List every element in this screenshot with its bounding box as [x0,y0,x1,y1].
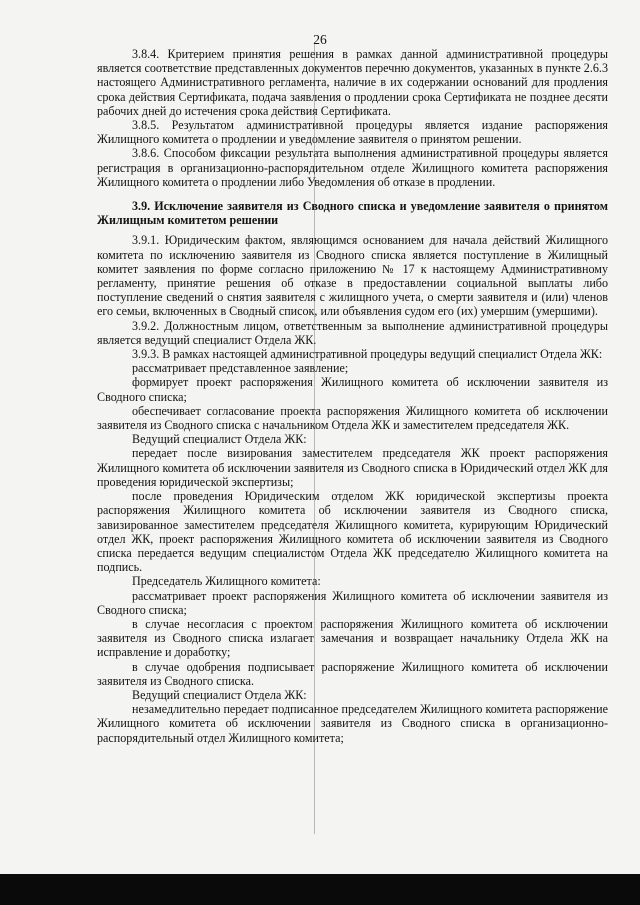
paragraph: 3.9.2. Должностным лицом, ответственным за выполнение административной процедуры является ведущий специалист Отдела ЖК. [97,318,608,347]
paragraph: передает после визирования заместителем председателя ЖК проект распоряжения Жилищного комитета об исключении заявителя из Сводного списка в Юридический отдел ЖК для проведения юридической экспертизы; [97,446,608,489]
paragraph: после проведения Юридическим отделом ЖК юридической экспертизы проекта распоряжения Жилищного комитета об исключении заявителя из Сводного списка, завизированное заместителем председателя Жилищного комитета, курирующим Юридический отдел ЖК, проект распоряжения Жилищного комитета об исключении заявителя из Сводного списка передается ведущим специалистом Отдела ЖК председателю Жилищного комитета на подпись. [97,489,608,575]
paragraph: Ведущий специалист Отдела ЖК: [132,687,307,702]
scan-bottom-edge [0,874,640,905]
section-heading: 3.9. Исключение заявителя из Сводного списка и уведомление заявителя о принятом Жилищным комитетом решении [97,199,608,228]
paragraph: рассматривает представленное заявление; [132,361,349,376]
paragraph: 3.9.1. Юридическим фактом, являющимся основанием для начала действий Жилищного комитета по исключению заявителя из Сводного списка является поступление в Жилищный комитет заявления по форме согласно приложению № 17 к настоящему Административному регламенту, принятие решения об отказе в предоставлении социальной выплаты либо поступление сведений о снятия заявителя с жилищного учета, о смерти заявителя и (или) членов его семьи, включенных в Сводный список, или объявления судом его (их) умершим (умершими). [97,233,608,319]
paragraph: Председатель Жилищного комитета: [132,574,321,589]
page-number: 26 [313,32,327,47]
paragraph: 3.9.3. В рамках настоящей административной процедуры ведущий специалист Отдела ЖК: [132,347,603,362]
paragraph: 3.8.6. Способом фиксации результата выполнения административной процедуры является регистрация в организационно-распорядительном отделе Жилищного комитета распоряжения Жилищного комитета о продлении либо Уведомления об отказе в продлении. [97,146,608,189]
paragraph: 3.8.4. Критерием принятия решения в рамках данной административной процедуры является соответствие представленных документов перечню документов, указанных в пункте 2.6.3 настоящего Административного регламента, наличие в их содержании оснований для продления срока действия Сертификата, подача заявления о продлении срока Сертификата не позднее десяти рабочих дней до истечения срока действия Сертификата. [97,47,608,118]
paragraph: в случае одобрения подписывает распоряжение Жилищного комитета об исключении заявителя из Сводного списка. [97,659,608,688]
paragraph: обеспечивает согласование проекта распоряжения Жилищного комитета об исключении заявителя из Сводного списка с начальником Отдела ЖК и заместителем председателя ЖК. [97,403,608,433]
paragraph: формирует проект распоряжения Жилищного комитета об исключении заявителя из Сводного списка; [97,375,608,404]
document-body [97,47,608,745]
paragraph: в случае несогласия с проектом распоряжения Жилищного комитета об исключении заявителя из Сводного списка излагает замечания и возвращает начальнику Отдела ЖК на исправление и доработку; [97,616,608,660]
paragraph: рассматривает проект распоряжения Жилищного комитета об исключении заявителя из Сводного списка; [97,588,608,617]
paragraph: 3.8.5. Результатом административной процедуры является издание распоряжения Жилищного комитета о продлении и уведомление заявителя о принятом решении. [97,118,608,147]
paragraph: незамедлительно передает подписанное председателем Жилищного комитета распоряжение Жилищного комитета об исключении заявителя из Сводного списка в организационно-распорядительный отдел Жилищного комитета; [97,702,608,745]
paragraph: Ведущий специалист Отдела ЖК: [132,432,307,447]
scan-fold-line [314,44,315,834]
